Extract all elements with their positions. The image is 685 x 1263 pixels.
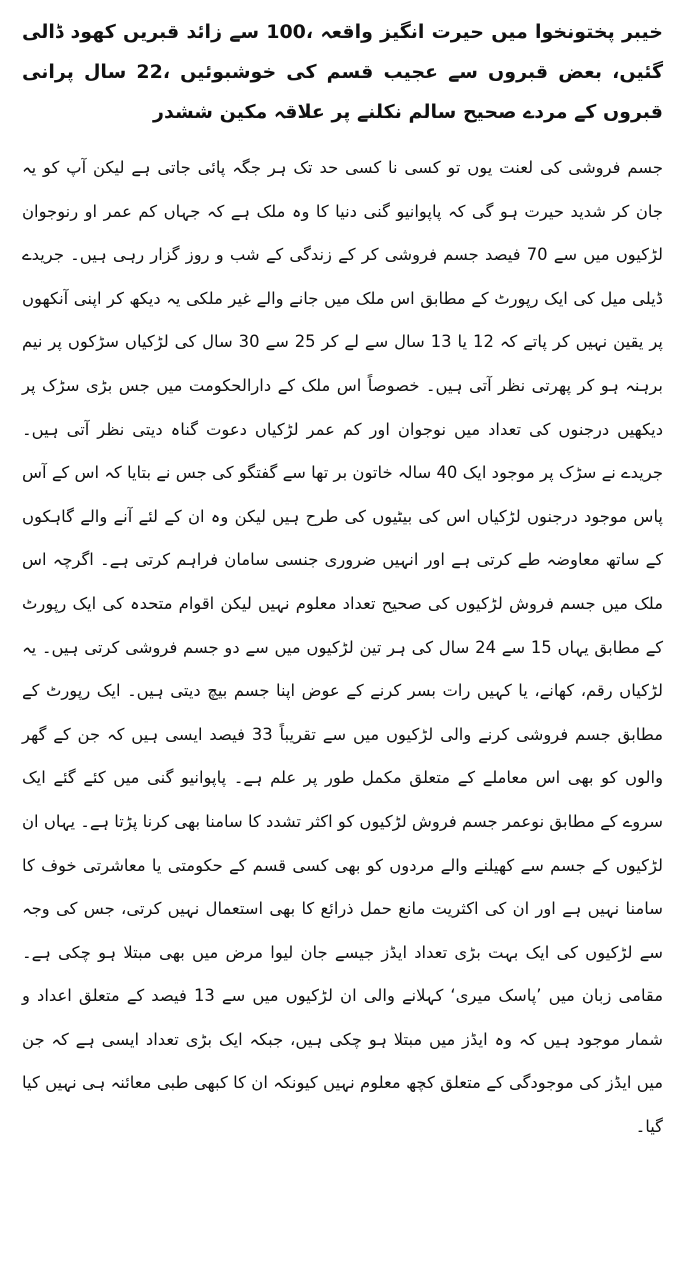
article-body: جسم فروشی کی لعنت یوں تو کسی نا کسی حد تک ہر جگہ پائی جاتی ہے لیکن آپ کو یہ جان کر شدید حیرت ہو گی کہ پاپوانیو گنی دنیا کا وہ ملک ہے کہ جہاں کم عمر او رنوجوان لڑکیوں میں سے 70 فیصد جسم فروشی کر کے زندگی کے شب و روز گزار رہی ہیں۔ جریدے ڈیلی میل کی ایک رپورٹ کے مطابق اس ملک میں جانے والے غیر ملکی یہ دیکھ کر اپنی آنکھوں پر یقین نہیں کر پاتے کہ 12 یا 13 سال سے لے کر 25 سے 30 سال کی لڑکیاں سڑکوں پر نیم برہنہ ہو کر پھرتی نظر آتی ہیں۔ خصوصاً اس ملک کے دارالحکومت میں جس بڑی سڑک پر دیکھیں درجنوں کی تعداد میں نوجوان اور کم عمر لڑکیاں دعوت گناہ دیتی نظر آتی ہیں۔ جریدے نے سڑک پر موجود ایک 40 سالہ خاتون بر تھا سے گفتگو کی جس نے بتایا کہ اس کے آس پاس موجود درجنوں لڑکیاں اس کی بیٹیوں کی طرح ہیں لیکن وہ ان کے لئے آنے والے گاہکوں کے ساتھ معاوضہ طے کرتی ہے اور انہیں ضروری جنسی سامان فراہم کرتی ہے۔ اگرچہ اس ملک میں جسم فروش لڑکیوں کی صحیح تعداد معلوم نہیں لیکن اقوام متحدہ کی ایک رپورٹ کے مطابق یہاں 15 سے 24 سال کی ہر تین لڑکیوں میں سے دو جسم فروشی کرتی ہیں۔ یہ لڑکیاں رقم، کھانے، یا کہیں رات بسر کرنے کے عوض اپنا جسم بیچ دیتی ہیں۔ ایک رپورٹ کے مطابق جسم فروشی کرنے والی لڑکیوں میں سے تقریباً 33 فیصد ایسی ہیں کہ جن کے گھر والوں کو بھی اس معاملے کے متعلق مکمل طور پر علم ہے۔ پاپوانیو گنی میں کئے گئے ایک سروے کے مطابق نوعمر جسم فروش لڑکیوں کو اکثر تشدد کا سامنا بھی کرنا پڑتا ہے۔ یہاں ان لڑکیوں کے جسم سے کھیلنے والے مردوں کو بھی کسی قسم کے حکومتی یا معاشرتی خوف کا سامنا نہیں ہے اور ان کی اکثریت مانع حمل ذرائع کا بھی استعمال نہیں کرتی، جس کی وجہ سے لڑکیوں کی ایک بہت بڑی تعداد ایڈز جیسے جان لیوا مرض میں بھی مبتلا ہو چکی ہے۔ مقامی زبان میں ’پاسک میری‘ کہلانے والی ان لڑکیوں میں سے 13 فیصد کے متعلق اعداد و شمار موجود ہیں کہ وہ ایڈز میں مبتلا ہو چکی ہیں، جبکہ ایک بڑی تعداد ایسی ہے کہ جن میں ایڈز کی موجودگی کے متعلق کچھ معلوم نہیں کیونکہ ان کا کبھی طبی معائنہ ہی نہیں کیا گیا۔ (22, 158, 664, 1137)
article-headline: خیبر پختونخوا میں حیرت انگیز واقعہ ،100 سے زائد قبریں کھود ڈالی گئیں، بعض قبروں سے عجیب قسم کی خوشبوئیں ،22 سال پرانی قبروں کے مردے صحیح سالم نکلنے پر علاقہ مکین ششدر (22, 21, 664, 123)
